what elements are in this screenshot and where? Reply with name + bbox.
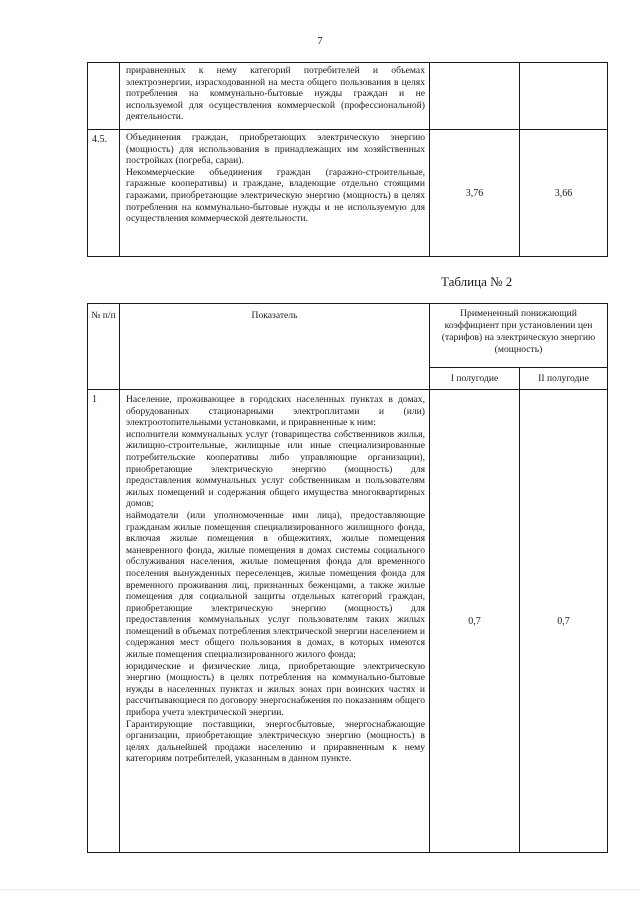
first-half-value: 0,7 [430,390,520,853]
indicator-text [120,63,430,130]
second-half-value: 3,66 [520,130,608,257]
row-number [88,63,120,130]
indicator-paragraph: Некоммерческие объединения граждан (гаражно-строительные, гаражные кооперативы) и граждане, владеющие отдельно стоящими гаражами, приобретающие электрическую энергию (мощность) в целях потребления на коммунально-бытовые нужды и не используемую для осуществления коммерческой деятельности. [126,166,425,225]
indicator-paragraph: наймодатели (или уполномоченные ими лица), предоставляющие гражданам жилые помещения специализированного жилищного фонда, включая жилые помещения в общежитиях, жилые помещения маневренного фонда, жилые помещения в домах системы социального обслуживания населения, жилые помещения фонда для временного поселения вынужденных переселенцев, жилые помещения фонда для временного проживания лиц, признанных беженцами, а также жилые помещения для социальной защиты отдельных категорий граждан, приобретающие электрическую энергию (мощность) для предоставления коммунальных услуг пользователям таких жилых помещений в объемах потребления электрической энергии населением и содержания мест общего пользования в домах, в которых имеются жилые помещения специализированного жилого фонда; [126,509,425,661]
header-second-half: II полугодие [520,368,608,390]
row-number: 4.5. [88,130,120,257]
header-coefficient: Примененный понижающий коэффициент при установлении цен (тарифов) на электрическую энергию (мощность) [430,304,608,368]
page-number: 7 [317,35,323,47]
header-first-half: I полугодие [430,368,520,390]
indicator-paragraph: приравненных к нему категорий потребителей и объемах электроэнергии, израсходованной на места общего пользования в целях потребления на коммунально-бытовые нужды граждан и не используемой для осуществления коммерческой (профессиональной) деятельности. [126,65,425,123]
indicator-paragraph: исполнители коммунальных услуг (товарищества собственников жилья, жилищно-строительные, жилищные или иные специализированные потребительские кооперативы либо управляющие организации), приобретающие электрическую энергию (мощность) для предоставления коммунальных услуг собственникам и пользователям жилых помещений и содержания общего имущества многоквартирных домов; [126,428,425,510]
second-half-value: 0,7 [520,390,608,853]
indicator-paragraph: Гарантирующие поставщики, энергосбытовые, энергоснабжающие организации, приобретающие электрическую энергию (мощность) в целях дальнейшей продажи населению и приравненным к нему категориям потребителей, указанным в данном пункте. [126,718,425,765]
tariff-table-continued [87,62,608,257]
header-indicator: Показатель [120,304,430,390]
indicator-text [120,390,430,853]
indicator-paragraph: Население, проживающее в городских населенных пунктах в домах, оборудованных стационарными электроплитами и (или) электроотопительными установками, и приравненные к ним: [126,394,425,429]
table-row [88,390,608,853]
header-number: № п/п [88,304,120,390]
indicator-paragraph: Объединения граждан, приобретающих электрическую энергию (мощность) для использования в принадлежащих им хозяйственных постройках (погреба, сараи). [126,132,425,167]
first-half-value: 3,76 [430,130,520,257]
scan-edge [0,889,640,891]
row-number: 1 [88,390,120,853]
indicator-text [120,130,430,257]
indicator-paragraph: юридические и физические лица, приобретающие электрическую энергию (мощность) в целях потребления на коммунально-бытовые нужды в населенных пунктах и жилых зонах при воинских частях и рассчитывающиеся по договору энергоснабжения по показаниям общего прибора учета электрической энергии. [126,660,425,719]
table-row [88,130,608,257]
header-row [88,304,608,368]
first-half-value [430,63,520,130]
second-half-value [520,63,608,130]
table-caption: Таблица № 2 [441,274,513,289]
table-row [88,63,608,130]
coefficient-table [87,303,608,853]
